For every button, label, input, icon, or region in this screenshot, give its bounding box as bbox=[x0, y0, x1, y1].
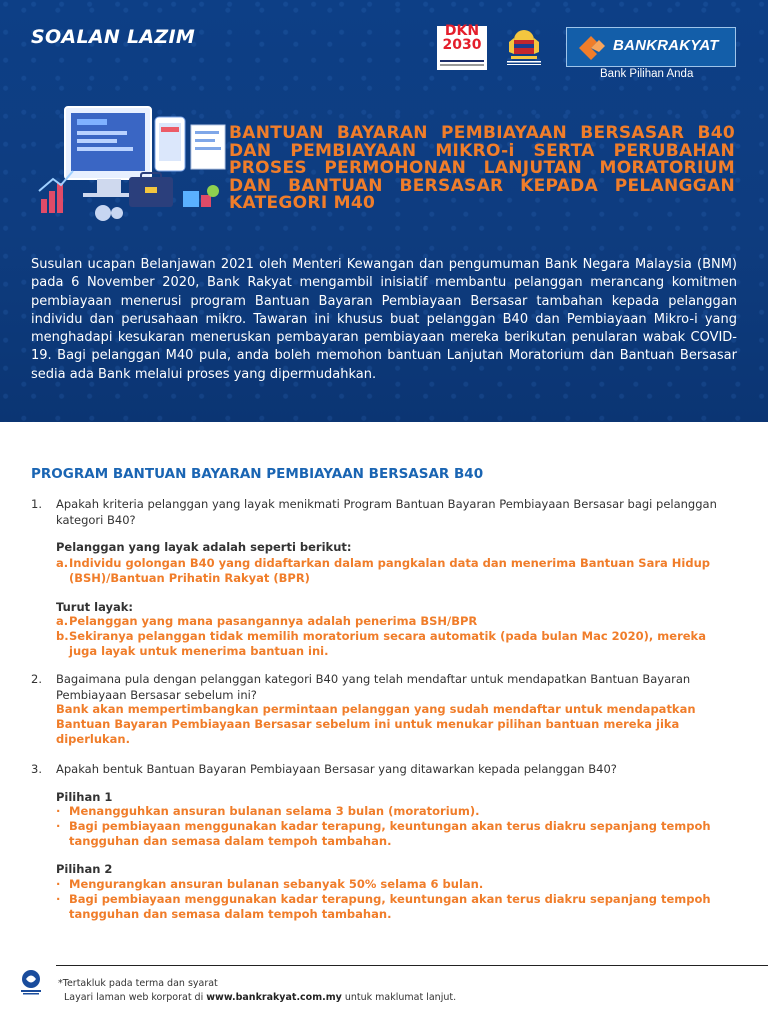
list-marker: · bbox=[56, 804, 61, 818]
list-marker: · bbox=[56, 819, 61, 833]
visit-prefix: Layari laman web korporat di bbox=[64, 992, 204, 1003]
government-crest-icon bbox=[505, 26, 543, 66]
intro-paragraph: Susulan ucapan Belanjawan 2021 oleh Menteri Kewangan dan pengumuman Bank Negara Malaysia (BNM) pada 6 November 2020, Bank Rakyat mengambil inisiatif membantu pelanggan merancang komitmen pembiayaan menerusi program Bantuan Bayaran Pembiayaan Bersasar tambahan kepada pelanggan individu dan perusahaan mikro. Tawaran ini khusus buat pelanggan B40 dan Pembiayaan Mikro-i yang menghadapi kesukaran meneruskan pembayaran pembiayaan mereka berikutan penularan wabak COVID-19. Bagi pelanggan M40 pula, anda boleh memohon bantuan Lanjutan Moratorium dan Bantuan Bersasar sedia ada Bank melalui proses yang dipermudahkan. bbox=[31, 257, 737, 382]
visit-suffix: untuk maklumat lanjut. bbox=[344, 992, 457, 1003]
answer-text: Bagi pembiayaan menggunakan kadar terapung, keuntungan akan terus diakru sepanjang tempoh tangguhan dan semasa dalam tempoh tambahan. bbox=[69, 819, 711, 848]
footer-divider bbox=[56, 965, 768, 966]
option-2-item bbox=[56, 892, 721, 922]
answer-2 bbox=[56, 702, 721, 747]
eligible-item bbox=[56, 556, 721, 586]
option-1-item bbox=[56, 819, 721, 849]
list-marker: · bbox=[56, 877, 61, 891]
dkn-2030-text: DKN 2030 bbox=[442, 23, 482, 53]
question-text: Apakah kriteria pelanggan yang layak menikmati Program Bantuan Bayaran Pembiayaan Bersasar bagi pelanggan kategori B40? bbox=[56, 497, 717, 527]
answer-text: Sekiranya pelanggan tidak memilih moratorium secara automatik (pada bulan Mac 2020), mereka juga layak untuk menerima bantuan ini. bbox=[69, 629, 706, 658]
faq-title: SOALAN LAZIM bbox=[31, 26, 196, 48]
option-1-item bbox=[56, 804, 721, 819]
hero-banner bbox=[0, 0, 768, 422]
also-eligible-item bbox=[56, 614, 721, 629]
bank-tagline: Bank Pilihan Anda bbox=[600, 68, 694, 80]
question-number: 1. bbox=[31, 497, 42, 511]
list-marker: a. bbox=[56, 614, 69, 628]
list-marker: a. bbox=[56, 556, 69, 570]
also-eligible-item bbox=[56, 629, 721, 659]
answer-text: Bagi pembiayaan menggunakan kadar terapung, keuntungan akan terus diakru sepanjang tempoh tangguhan dan semasa dalam tempoh tambahan. bbox=[69, 892, 711, 921]
list-marker: b. bbox=[56, 629, 69, 643]
option-2-heading: Pilihan 2 bbox=[56, 862, 113, 876]
answer-text: Individu golongan B40 yang didaftarkan dalam pangkalan data dan menerima Bantuan Sara Hidup (BSH)/Bantuan Prihatin Rakyat (BPR) bbox=[69, 556, 710, 585]
answer-text: Pelanggan yang mana pasangannya adalah penerima BSH/BPR bbox=[69, 614, 478, 628]
question-text: Apakah bentuk Bantuan Bayaran Pembiayaan Bersasar yang ditawarkan kepada pelanggan B40? bbox=[56, 762, 617, 776]
also-eligible-heading: Turut layak: bbox=[56, 600, 133, 614]
bank-rakyat-mark-icon bbox=[577, 34, 607, 62]
question-number: 2. bbox=[31, 672, 42, 686]
answer-text: Mengurangkan ansuran bulanan sebanyak 50% selama 6 bulan. bbox=[69, 877, 484, 891]
list-marker: · bbox=[56, 892, 61, 906]
answer-text: Bank akan mempertimbangkan permintaan pelanggan yang sudah mendaftar untuk mendapatkan Bantuan Bayaran Pembiayaan Bersasar sebelum ini untuk menukar pilihan bantuan mereka jika diperlukan. bbox=[56, 702, 696, 746]
eligible-heading: Pelanggan yang layak adalah seperti berikut: bbox=[56, 540, 352, 554]
option-1-heading: Pilihan 1 bbox=[56, 790, 113, 804]
option-2-item bbox=[56, 877, 721, 892]
section-title: PROGRAM BANTUAN BAYARAN PEMBIAYAAN BERSASAR B40 bbox=[31, 466, 484, 482]
terms-note: *Tertakluk pada terma dan syarat bbox=[58, 978, 218, 989]
bank-rakyat-wordmark: BANKRAKYAT bbox=[613, 37, 719, 54]
answer-text: Menangguhkan ansuran bulanan selama 3 bulan (moratorium). bbox=[69, 804, 480, 818]
headline: BANTUAN BAYARAN PEMBIAYAAN BERSASAR B40 DAN PEMBIAYAAN MIKRO-i SERTA PERUBAHAN PROSES PERMOHONAN LANJUTAN MORATORIUM DAN BANTUAN BERSASAR KEPADA PELANGGAN KATEGORI M40 bbox=[229, 123, 735, 213]
bank-rakyat-logo[interactable] bbox=[566, 27, 736, 67]
perbankan-islam-logo bbox=[17, 968, 45, 996]
finance-illustration bbox=[33, 95, 233, 230]
question-text: Bagaimana pula dengan pelanggan kategori B40 yang telah mendaftar untuk mendapatkan Bantuan Bayaran Pembiayaan Bersasar sebelum ini? bbox=[56, 672, 691, 702]
question-number: 3. bbox=[31, 762, 42, 776]
website-link[interactable]: www.bankrakyat.com.my bbox=[206, 992, 342, 1003]
website-note bbox=[64, 992, 456, 1003]
